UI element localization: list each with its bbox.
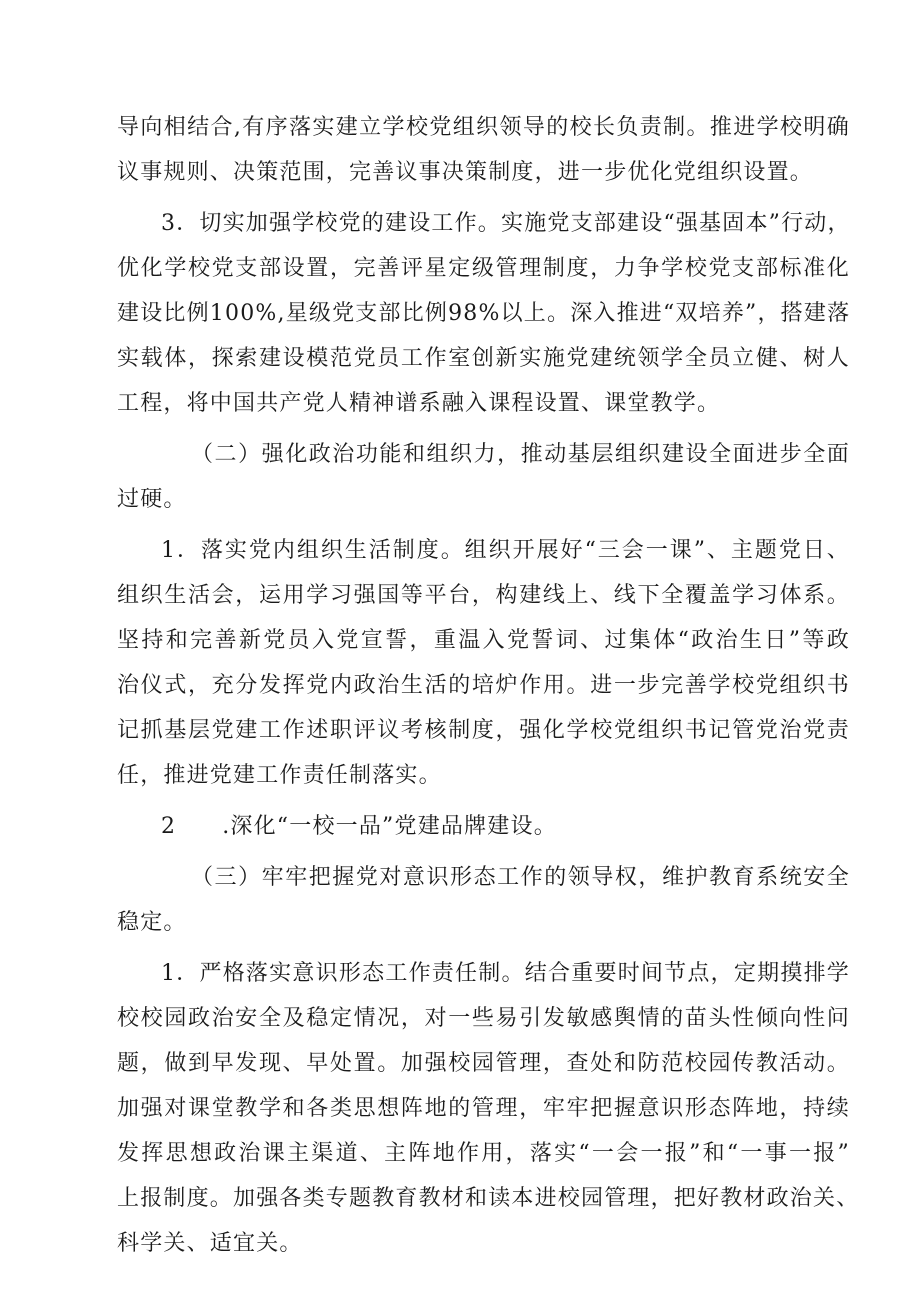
text-line: 议事规则、决策范围，完善议事决策制度，进一步优化党组织设置。 — [117, 160, 814, 185]
section-heading-two — [117, 432, 850, 522]
text-line — [117, 804, 850, 849]
heading-line: （三）牢牢把握党对意识形态工作的领导权，维护教育系统安全 — [191, 865, 850, 890]
text-line: 任，推进党建工作责任制落实。 — [117, 763, 442, 788]
text-line: 题，做到早发现、早处置。加强校园管理，查处和防范校园传教活动。 — [117, 1051, 850, 1076]
paragraph-item-2-brand-building — [117, 804, 850, 849]
text-line: 组织生活会，运用学习强国等平台，构建线上、线下全覆盖学习体系。 — [117, 583, 850, 608]
text-line: 工程，将中国共产党人精神谱系融入课程设置、课堂教学。 — [117, 391, 721, 416]
heading-line: 过硬。 — [117, 487, 187, 512]
paragraph-leadership-system — [117, 105, 850, 195]
paragraph-item-1-ideology-responsibility — [117, 951, 860, 1266]
section-heading-three — [117, 855, 850, 945]
text-line: 科学关、适宜关。 — [117, 1231, 303, 1256]
text-line: 发挥思想政治课主渠道、主阵地作用，落实“一会一报”和“一事一报” — [117, 1141, 850, 1166]
text-line: 建设比例100%,星级党支部比例98%以上。深入推进“双培养”，搭建落 — [117, 301, 851, 326]
text-line: 校校园政治安全及稳定情况，对一些易引发敏感舆情的苗头性倾向性问 — [117, 1006, 850, 1031]
heading-line: （二）强化政治功能和组织力，推动基层组织建设全面进步全面 — [191, 442, 850, 467]
text-line: 坚持和完善新党员入党宣誓，重温入党誓词、过集体“政治生日”等政 — [117, 628, 850, 653]
item-number: 2 — [161, 814, 177, 839]
heading-line: 稳定。 — [117, 910, 187, 935]
text-line: 导向相结合,有序落实建立学校党组织领导的校长负责制。推进学校明确 — [117, 115, 850, 140]
paragraph-item-1-organization-life — [117, 528, 850, 798]
text-line: 1．落实党内组织生活制度。组织开展好“三会一课”、主题党日、 — [161, 538, 850, 563]
text-line: 1．严格落实意识形态工作责任制。结合重要时间节点，定期摸排学 — [161, 961, 850, 986]
paragraph-item-3-party-building — [117, 201, 850, 426]
text-line: 3．切实加强学校党的建设工作。实施党支部建设“强基固本”行动， — [161, 211, 851, 236]
text-line: 优化学校党支部设置，完善评星定级管理制度，力争学校党支部标准化 — [117, 256, 850, 281]
text-line: 记抓基层党建工作述职评议考核制度，强化学校党组织书记管党治党责 — [117, 718, 850, 743]
text-line: 上报制度。加强各类专题教育教材和读本进校园管理，把好教材政治关、 — [117, 1186, 860, 1211]
text-line: 加强对课堂教学和各类思想阵地的管理，牢牢把握意识形态阵地，持续 — [117, 1096, 850, 1121]
text-line: 实载体，探索建设模范党员工作室创新实施党建统领学全员立健、树人 — [117, 346, 850, 371]
item-text: .深化“一校一品”党建品牌建设。 — [222, 814, 557, 839]
text-line: 治仪式，充分发挥党内政治生活的培炉作用。进一步完善学校党组织书 — [117, 673, 850, 698]
